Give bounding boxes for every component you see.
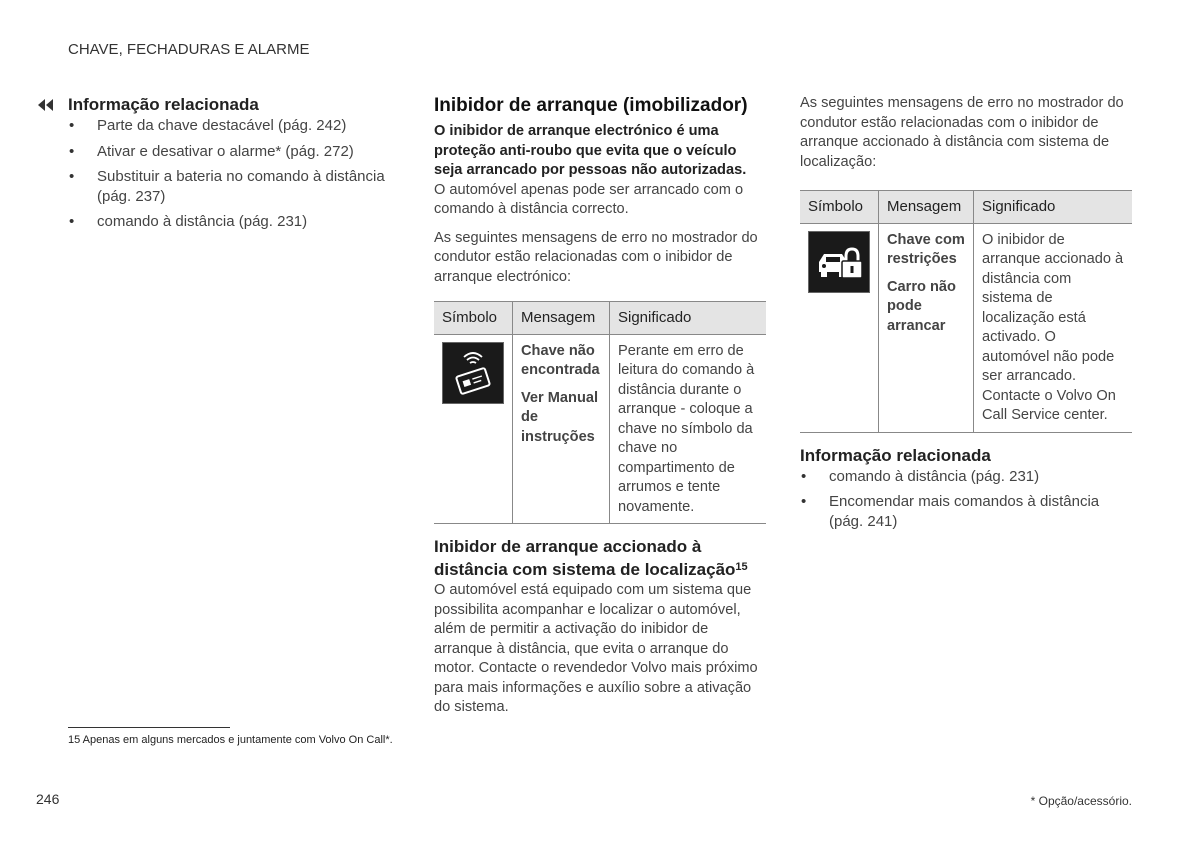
- related-info-list: [68, 116, 398, 232]
- lead-paragraph: O inibidor de arranque electrónico é uma proteção anti-roubo que evita que o veículo seja arrancado por pessoas não autorizadas.: [434, 123, 747, 178]
- error-message-table: [800, 190, 1132, 433]
- error-message: Chave não encontrada: [521, 342, 600, 378]
- related-link[interactable]: • Parte da chave destacável (pág. 242): [68, 116, 398, 136]
- table-header: Significado: [974, 191, 1133, 224]
- table-row: [434, 334, 766, 524]
- subsection-title-text: Inibidor de arranque accionado à distância com sistema de localização: [434, 537, 736, 579]
- body-paragraph: As seguintes mensagens de erro no mostrador do condutor estão relacionadas com o inibidor de arranque accionado à distância com sistema de localização:: [800, 95, 1124, 170]
- body-paragraph: As seguintes mensagens de erro no mostrador do condutor estão relacionadas com o inibidor de arranque electrónico:: [434, 229, 758, 285]
- footnote-divider: [68, 727, 230, 728]
- related-link[interactable]: • comando à distância (pág. 231): [68, 212, 398, 232]
- double-chevron-left-icon[interactable]: [36, 98, 56, 112]
- page-header: CHAVE, FECHADURAS E ALARME: [68, 41, 310, 58]
- page-number: 246: [36, 791, 60, 807]
- body-paragraph: O automóvel está equipado com um sistema que possibilita acompanhar e localizar o automóvel, além de permitir a activação do inibidor de arranque à distância, que evita o arranque do motor. Contacte o revendedor Volvo mais próximo para mais informações e auxílio sobre a ativação do sistema.: [434, 582, 758, 715]
- related-info-title: Informação relacionada: [800, 445, 991, 465]
- related-link[interactable]: • comando à distância (pág. 231): [800, 467, 1132, 487]
- body-paragraph: O automóvel apenas pode ser arrancado com o comando à distância correcto.: [434, 181, 744, 217]
- error-message: Ver Manual de instruções: [521, 389, 599, 445]
- table-header: Significado: [610, 302, 767, 335]
- footnote: 15 Apenas em alguns mercados e juntamente com Volvo On Call*.: [68, 734, 393, 746]
- error-message: Carro não pode arrancar: [887, 278, 956, 334]
- error-message-table: [434, 301, 766, 524]
- related-info-list: [800, 467, 1132, 532]
- related-info-column: [68, 94, 398, 238]
- table-header: Símbolo: [800, 191, 879, 224]
- remote-immobilizer-column: [800, 94, 1132, 537]
- car-lock-icon: [808, 231, 870, 293]
- footnote-reference[interactable]: 15: [735, 560, 748, 573]
- error-meaning: Perante em erro de leitura do comando à distância durante o arranque - coloque a chave no símbolo da chave no compartimento de arrumos e tente novamente.: [610, 334, 767, 524]
- table-header: Mensagem: [879, 191, 974, 224]
- error-message: Chave com restrições: [887, 231, 965, 267]
- related-link[interactable]: • Substituir a bateria no comando à distância (pág. 237): [68, 167, 398, 206]
- subsection-title: [434, 536, 766, 581]
- table-header: Símbolo: [434, 302, 513, 335]
- error-meaning: O inibidor de arranque accionado à distância com sistema de localização está activado. O automóvel não pode ser arrancado. Contacte o Volvo On Call Service center.: [974, 223, 1133, 432]
- related-info-title: Informação relacionada: [68, 95, 259, 114]
- related-link[interactable]: • Encomendar mais comandos à distância (pág. 241): [800, 492, 1132, 531]
- section-title: Inibidor de arranque (imobilizador): [434, 95, 748, 116]
- table-header: Mensagem: [513, 302, 610, 335]
- related-link[interactable]: • Ativar e desativar o alarme* (pág. 272): [68, 142, 398, 162]
- key-reader-icon: [442, 342, 504, 404]
- table-row: [800, 223, 1132, 432]
- immobilizer-section: [434, 94, 766, 727]
- option-note: * Opção/acessório.: [1030, 794, 1132, 808]
